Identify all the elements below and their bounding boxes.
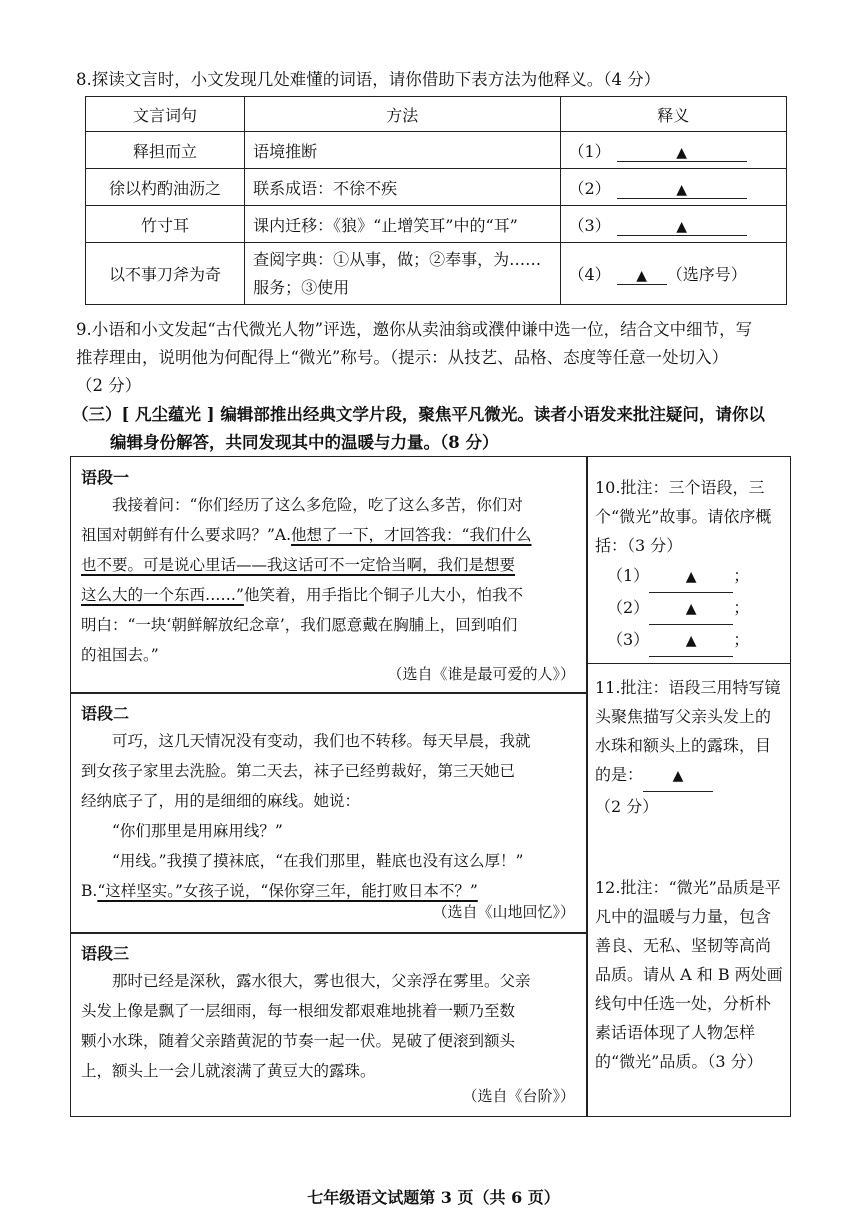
question-11-text: 11.批注：语段三用特写镜头聚焦描写父亲头发上的水珠和额头上的露珠，目的是：	[595, 678, 781, 784]
answer-blank[interactable]	[617, 142, 747, 162]
text-line: 我接着问：“你们经历了这么多危险，吃了这么多苦，你们对	[112, 496, 523, 514]
section-3-line: （三）[ 凡尘蕴光 ] 编辑部推出经典文学片段，聚焦平凡微光。读者小语发来批注疑问，请你以	[72, 405, 765, 424]
triangle-marker: ▲	[676, 144, 688, 161]
answer-line	[607, 593, 797, 625]
answer-number: （1）	[607, 566, 650, 585]
answer-number: （3）	[607, 630, 650, 649]
answer-blank[interactable]	[617, 216, 747, 236]
text-line: 上，额头上一会儿就滚满了黄豆大的露珠。	[81, 1062, 376, 1080]
answer-cell	[560, 206, 787, 243]
question-10-answers	[607, 561, 797, 657]
passage-source: （选自《台阶》）	[462, 1087, 575, 1105]
answer-blank[interactable]	[643, 760, 713, 792]
question-11-score: （2 分）	[595, 797, 659, 816]
triangle-marker: ▲	[685, 601, 697, 617]
answer-hint: （选序号）	[666, 265, 747, 284]
answer-blank[interactable]	[649, 561, 733, 593]
answer-blank[interactable]	[617, 179, 747, 199]
text-line: “你们那里是用麻用线？”	[112, 822, 283, 840]
passage-3	[70, 932, 588, 1117]
separator: ；	[733, 566, 750, 585]
phrase-cell: 竹寸耳	[86, 206, 245, 243]
separator: ；	[733, 598, 750, 617]
text-line	[81, 580, 577, 610]
passage-2	[70, 692, 588, 934]
text-line: 到女孩子家里去洗脸。第二天去，袜子已经剪裁好，第三天她已	[81, 762, 516, 780]
annotation-column	[586, 456, 791, 1117]
phrase-cell: 释担而立	[86, 132, 245, 169]
text-line: 头发上像是飘了一层细雨，每一根细发都艰难地挑着一颗乃至数	[81, 1002, 516, 1020]
table-row	[86, 206, 787, 243]
underlined-sentence-a: 也不要。可是说心里话——我这话可不一定恰当啊，我们是想要	[81, 556, 516, 574]
section-3-intro	[72, 401, 802, 457]
header-meaning: 释义	[560, 97, 787, 132]
answer-line	[607, 625, 797, 657]
text-line: 经纳底子了，用的是细细的麻线。她说：	[81, 792, 361, 810]
triangle-marker: ▲	[672, 768, 684, 784]
answer-blank[interactable]	[649, 625, 733, 657]
method-line: 服务；③使用	[253, 277, 350, 297]
passage-1	[70, 456, 588, 694]
answer-number: （4）	[568, 265, 611, 284]
text-line: 明白：“一块‘朝鲜解放纪念章’，我们愿意戴在胸脯上，回到咱们	[81, 616, 518, 634]
phrase-cell: 徐以杓酌油沥之	[86, 169, 245, 206]
text-span: 祖国对朝鲜有什么要求吗？”A.	[81, 526, 292, 544]
answer-line	[607, 561, 797, 593]
text-line: 可巧，这几天情况没有变动，我们也不转移。每天早晨，我就	[112, 732, 531, 750]
answer-number: （2）	[607, 598, 650, 617]
question-12: 12.批注：“微光”品质是平凡中的温暖与力量，包含善良、无私、坚韧等高尚品质。请从 A 和 B 两处画线句中任选一处，分析朴素话语体现了人物怎样的“微光”品质。（3 分）	[595, 878, 783, 1071]
separator: ；	[733, 630, 750, 649]
underlined-sentence-b: “这样坚实。”女孩子说，“保你穿三年，能打败日本不？”	[97, 882, 478, 900]
method-cell	[245, 243, 560, 305]
underlined-sentence-a: 他想了一下，才回答我：“我们什么	[291, 526, 532, 544]
question-8-prompt: 8.探读文言时，小文发现几处难懂的词语，请你借助下表方法为他释义。（4 分）	[76, 70, 661, 89]
passage-source: （选自《谁是最可爱的人》）	[387, 665, 575, 683]
question-9-line: 9.小语和小文发起“古代微光人物”评选，邀你从卖油翁或濮仲谦中选一位，结合文中细节，写	[76, 320, 753, 339]
table-row	[86, 132, 787, 169]
text-span: 他笑着，用手指比个铜子儿大小，怕我不	[243, 586, 523, 604]
triangle-marker: ▲	[685, 569, 697, 585]
section-3-line: 编辑身份解答，共同发现其中的温暖与力量。（8 分）	[110, 433, 499, 452]
answer-number: （3）	[568, 215, 611, 235]
passage-title: 语段二	[81, 704, 130, 723]
method-cell: 课内迁移：《狼》“止增笑耳”中的“耳”	[245, 206, 560, 243]
answer-cell	[560, 132, 787, 169]
table-header-row	[86, 97, 787, 132]
text-span: B.	[81, 882, 98, 900]
question-8-table	[85, 96, 787, 305]
text-line: 那时已经是深秋，露水很大，雾也很大，父亲浮在雾里。父亲	[112, 972, 531, 990]
question-9-line: 推荐理由，说明他为何配得上“微光”称号。（提示：从技艺、品格、态度等任意一处切入）	[76, 348, 729, 367]
question-9	[76, 316, 796, 400]
answer-blank[interactable]	[617, 265, 667, 285]
triangle-marker: ▲	[636, 268, 648, 284]
passage-title: 语段三	[81, 944, 130, 963]
question-10: 10.批注：三个语段，三个“微光”故事。请依序概括：（3 分）	[595, 478, 772, 555]
header-phrase: 文言词句	[86, 97, 245, 132]
passage-text	[81, 966, 577, 1086]
text-line	[81, 520, 577, 550]
answer-cell	[560, 243, 787, 305]
triangle-marker: ▲	[685, 633, 697, 649]
method-cell: 语境推断	[245, 132, 560, 169]
passage-text	[81, 490, 577, 670]
passage-title: 语段一	[81, 468, 130, 487]
passage-text	[81, 726, 577, 906]
answer-number: （1）	[568, 141, 611, 161]
method-cell: 联系成语：不徐不疾	[245, 169, 560, 206]
table-row	[86, 243, 787, 305]
question-11	[595, 673, 785, 821]
page-footer: 七年级语文试题第 3 页（共 6 页）	[307, 1188, 560, 1207]
phrase-cell: 以不事刀斧为奇	[86, 243, 245, 305]
text-line: 颗小水珠，随着父亲踏黄泥的节奏一起一伏。晃破了便滚到额头	[81, 1032, 516, 1050]
text-line: 的祖国去。”	[81, 646, 159, 664]
header-method: 方法	[245, 97, 560, 132]
answer-cell	[560, 169, 787, 206]
underlined-sentence-a: 这么大的一个东西……”	[81, 586, 244, 604]
table-row	[86, 169, 787, 206]
text-line: “用线。”我摸了摸袜底，“在我们那里，鞋底也没有这么厚！”	[112, 852, 524, 870]
answer-blank[interactable]	[649, 593, 733, 625]
passage-source: （选自《山地回忆》）	[432, 903, 575, 921]
question-9-line: （2 分）	[76, 376, 142, 395]
triangle-marker: ▲	[676, 181, 688, 198]
triangle-marker: ▲	[676, 218, 688, 235]
method-line: 查阅字典：①从事，做；②奉事，为……	[253, 249, 542, 269]
divider	[587, 663, 790, 664]
answer-number: （2）	[568, 178, 611, 198]
